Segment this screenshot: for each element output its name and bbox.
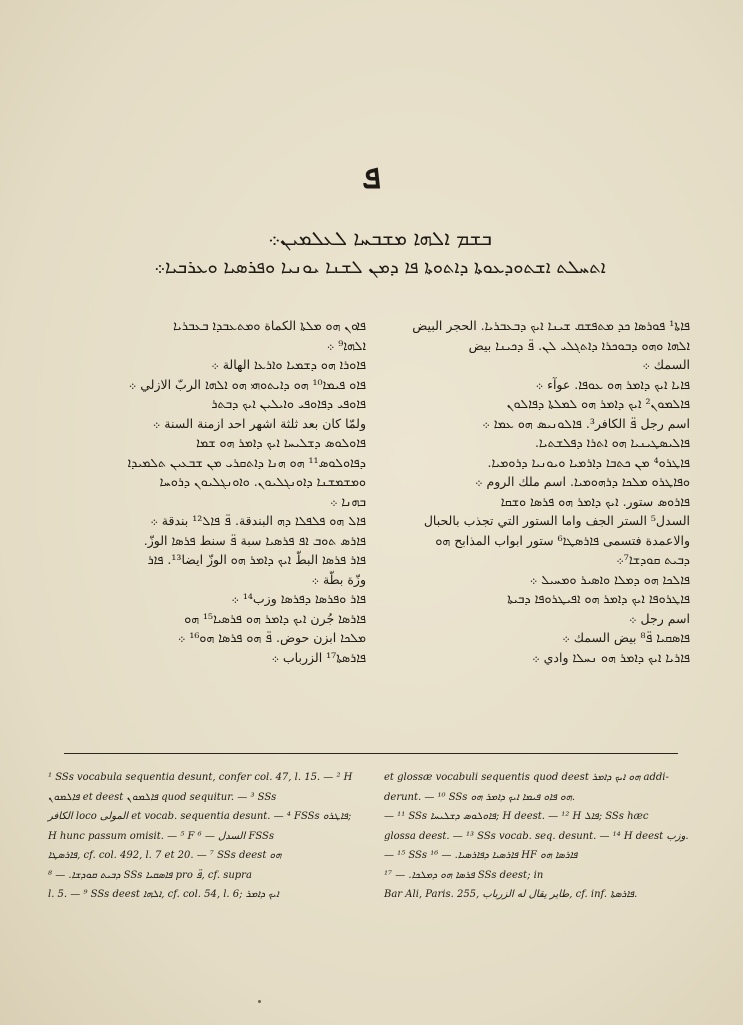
footnote-line: et glossæ vocabuli sequentis quod deest ܗܘ ܐܝܟ ܕܐܡܪ addi- — [384, 772, 669, 783]
text-line: ܦܐܬܐ¹ ܦܘܪܣܐ ܟܕ ܡܬܦܫܩ ܫܝܢܐ ܐܝܟ ܕܒܥܒܪܝܐ. الحجر البيض — [412, 318, 690, 333]
text-line: السمك ܀ — [642, 357, 690, 372]
text-line: والاعمدة فتسمى ܦܐܪܣܛܐ⁶ ستور ابواب المذابح ܗܘ — [435, 532, 690, 548]
footnote-line: glossa deest. — ¹³ SSs vocab. seq. desunt. — ¹⁴ H deest وزب. — [384, 830, 689, 842]
text-line: السدل⁵ الستر الجف واما الستور التي تجذب بالحبال — [423, 513, 690, 528]
text-line: ܦܐܪ ܘܦܪܣܐ ܕܦܪܣܐ وزب¹⁴ ܀ — [231, 591, 366, 606]
text-line: ܦܐܪܣܐ جُرن ܐܝܟ ܕܐܡܪ ܗܘ ܦܪܣܝܐ¹⁵ ܗܘ — [184, 610, 366, 626]
text-line: ܦܐܘܪܐ ܗܘ ܕܫܡܝܐ ܘܐܪܥܐ الهالة ܀ — [211, 357, 366, 372]
text-line: ܦܐܪܣ ܬܘܒ ܐܦ ܦܪܣܝܐ سبة ܦ̈ سنط ܦܪܣܐ الوزّ. — [143, 532, 366, 548]
text-line: ܦܐܠܟܐ ܗܘ ܕܡܠܐ ܘܐܣܝܪ ܘܡܚܝܠ ܀ — [529, 571, 690, 587]
text-line: ܘܦܐܛܪܘ ܡܠܟܐ ܕܪܗܘܡܝܐ. اسم ملك الروم ܀ — [475, 474, 690, 489]
text-line: ܦܐܪܣܬܐ¹⁷ الزرباب ܀ — [271, 649, 366, 665]
footnote-line: ¹ SSs vocabula sequentia desunt, confer col. 47, l. 15. — ² H — [48, 772, 353, 783]
footnote-line: — ¹¹ SSs ܦܐܘܠܘܣ ܕܫܠܝܚܐ; H deest. — ¹² H ܦܐܠ; SSs hæc — [384, 811, 649, 822]
text-line: ܦܐܛܪܘܦܐ ܐܝܟ ܕܐܡܪ ܗܘ ܐܦܝܛܪܘܦܐ ܕܒܝܬܐ — [507, 591, 690, 606]
text-line: وزّة بطّة ܀ — [311, 571, 366, 587]
footnote-line: derunt. — ¹⁰ SSs ܗܘ ܦܐܘ ܦܝܡܐ ܐܝܟ ܕܐܡܪ ܗܘ. — [384, 791, 576, 803]
page-letter: ܦ — [362, 157, 381, 197]
footnote-line: H hunc passum omisit. — ⁵ F السدل — ⁶ FSSs — [48, 830, 275, 842]
text-line: ܦܐܠ ܗܘ ܦܠܦܠܐ ܕܗ البندقة. ܦ̈ ܦܐܠ¹² بندقة ܀ — [150, 513, 366, 528]
text-line: ولمّا كان بعد ثلثة اشهر احد ازمنة السنة ܀ — [152, 415, 366, 431]
text-line: ܦܐܠܝܣܛܝܢܝܐ ܗܘ ܐܬܪܐ ܕܦܠܫܬܝܐ. — [534, 435, 690, 450]
text-line: ܦܐܣܩܝܐ ܦ̈⁸ بيض السمك ܀ — [562, 630, 690, 645]
text-line: ܦܐܪ ܦܪܣܐ البطّ ܐܝܟ ܕܐܡܪ ܗܘ الوزّ ايضا¹³. ܦܐܪ — [147, 552, 366, 567]
heading-line-2: ܐܬܚܠܬ ܐܫܬܘܕܥܘܬܐ ܕܐܬܘܬܐ ܦܐ ܕܡܢ ܠܫܢܐ ܝܘܢܝܐ ܘܦܪܣܝܐ ܘܥܪܒܝܐ܀ — [154, 257, 606, 278]
page-speck — [258, 1000, 261, 1003]
text-line: ܦܐܝܐ ܐܝܟ ܕܐܡܪ ܗܘ ܥܘܦܐ. عوآء ܀ — [535, 376, 690, 392]
text-line: ܦܐܠܡܘܢ² ܐܝܟ ܕܐܡܪ ܗܘ ܠܡܠܬܐ ܕܦܐܠܘܢ — [506, 396, 690, 411]
footnote-line: الكافر loco المولى et vocab. sequentia desunt. — ⁴ FSSs ܦܐܛܪܘ; — [48, 811, 352, 822]
text-line: ܘܡܫܡܫܢܐ ܕܐܘܢܓܠܝܘܢ. ܘܐܘܢܓܠܝܘܢ ܕܪܘܚܐ — [159, 474, 366, 489]
footnote-line: ܦܪܣܐ ܗܘ ܕܡܠܟܐ. — ¹⁷ SSs deest; in — [384, 869, 544, 881]
text-line: ܡܠܟܐ ابزن حوض. ܦ̈ ܗܘ ܦܪܣܐ ܗܘ¹⁶ ܀ — [177, 630, 366, 645]
footnote-line: Bar Ali, Paris. 255, طاير يقال له الزرباب, cf. inf. ܦܐܪܣܬܐ. — [384, 889, 638, 900]
text-line: اسم رجل ܀ — [629, 610, 690, 626]
footnote-divider — [64, 753, 678, 754]
text-line: ܦܐܪܝܐ ܐܝܟ ܕܐܡܪ ܗܘ ܢܚܠܐ وادي ܀ — [532, 649, 690, 665]
text-line: ܦܐܘܠܘܣ ܕܫܠܝܚܐ ܐܝܟ ܕܐܡܪ ܗܘ ܫܡܐ — [196, 435, 366, 450]
footnote-line: ܦܐܪܣܛܐ, cf. col. 492, l. 7 et 20. — ⁷ SSs deest ܗܘ — [48, 850, 282, 861]
text-line: ܦܐܛܪܘ⁴ ܡܢ ܟܬܒܐ ܕܐܪܡܝܐ ܘܝܘܢܝܐ ܕܪܘܡܝܐ. — [487, 454, 690, 470]
text-line: ܕܦܐܘܠܘܣ¹¹ ܗܘ ܗܢܐ ܕܐܬܩܪܝ ܡܢ ܫܒܥܝܢ ܬܠܡܝܕܐ — [127, 454, 366, 470]
right-column — [372, 316, 690, 746]
text-line: ܕܒܝܬ ܩܘܕܫܐ⁷܀ — [616, 552, 690, 567]
text-line: ܦܐܘܦܝ ܕܦܐܘܦܝ ܘܐܝܠܝܢ ܐܝܟ ܕܒܬܪ — [211, 396, 366, 411]
text-line: ܐܠܗܐ⁹ ܀ — [326, 337, 366, 353]
left-column — [48, 316, 366, 746]
text-line: ܦܐܘܢ ܗܘ ܡܠܬܐ الكماة ܘܡܬܥܒܕܐ ܒܥܒܪܝܐ — [173, 318, 366, 333]
text-line: ܐܠܗܐ ܘܗܘ ܕܒܘܟܪܐ ܕܐܬܓܠܝ ܠܢ. ܦ̈ ܕܟܝܢܐ بيض — [468, 337, 690, 353]
footnote-line: ܦܐܠܡܘܢ et deest ܦܐܠܡܘܢ quod sequitur. — ³ SSs — [48, 791, 277, 803]
heading-line-1: ܒܫܡ ܐܠܗܐ ܡܫܒܚܐ ܠܥܠܡܝܢ܀ — [268, 226, 492, 250]
footnotes-right — [384, 768, 689, 978]
footnote-line: ܕܒܝܬ ܩܘܕܫܐ. — ⁸ SSs ܦܐܣܩܝܐ pro ܦ̈, cf. supra — [48, 869, 252, 881]
text-line: ܦܐܘ ܦܝܡܐ¹⁰ ܗܘ ܕܐܝܬܘܗܝ ܗܘ ܐܠܗܐ الربّ الازلي ܀ — [128, 376, 366, 392]
text-line: ܒܗܢܐ ܀ — [329, 493, 366, 509]
text-line: ܦܐܪܘܣ ستور. ܐܝܟ ܕܐܡܪ ܗܘ ܦܪܣܐ ܘܫܩܐ — [500, 493, 690, 509]
footnotes-left — [48, 768, 353, 978]
footnote-line: — ¹⁵ SSs ܦܐܪܣܝܐ ܕܦܐܪܣܝܐ. — ¹⁶ HF ܦܐܪܣܐ ܗܘ — [384, 850, 578, 861]
text-line: اسم رجل ܦ̈ الكافر³. ܦܐܠܘܢܝܣ ܗܘ ܥܡܐ ܀ — [482, 415, 690, 431]
footnote-line: l. 5. — ⁹ SSs deest ܐܠܗܐ, cf. col. 54, l. 6; ܐܝܟ ܕܐܡܪ — [48, 889, 279, 900]
